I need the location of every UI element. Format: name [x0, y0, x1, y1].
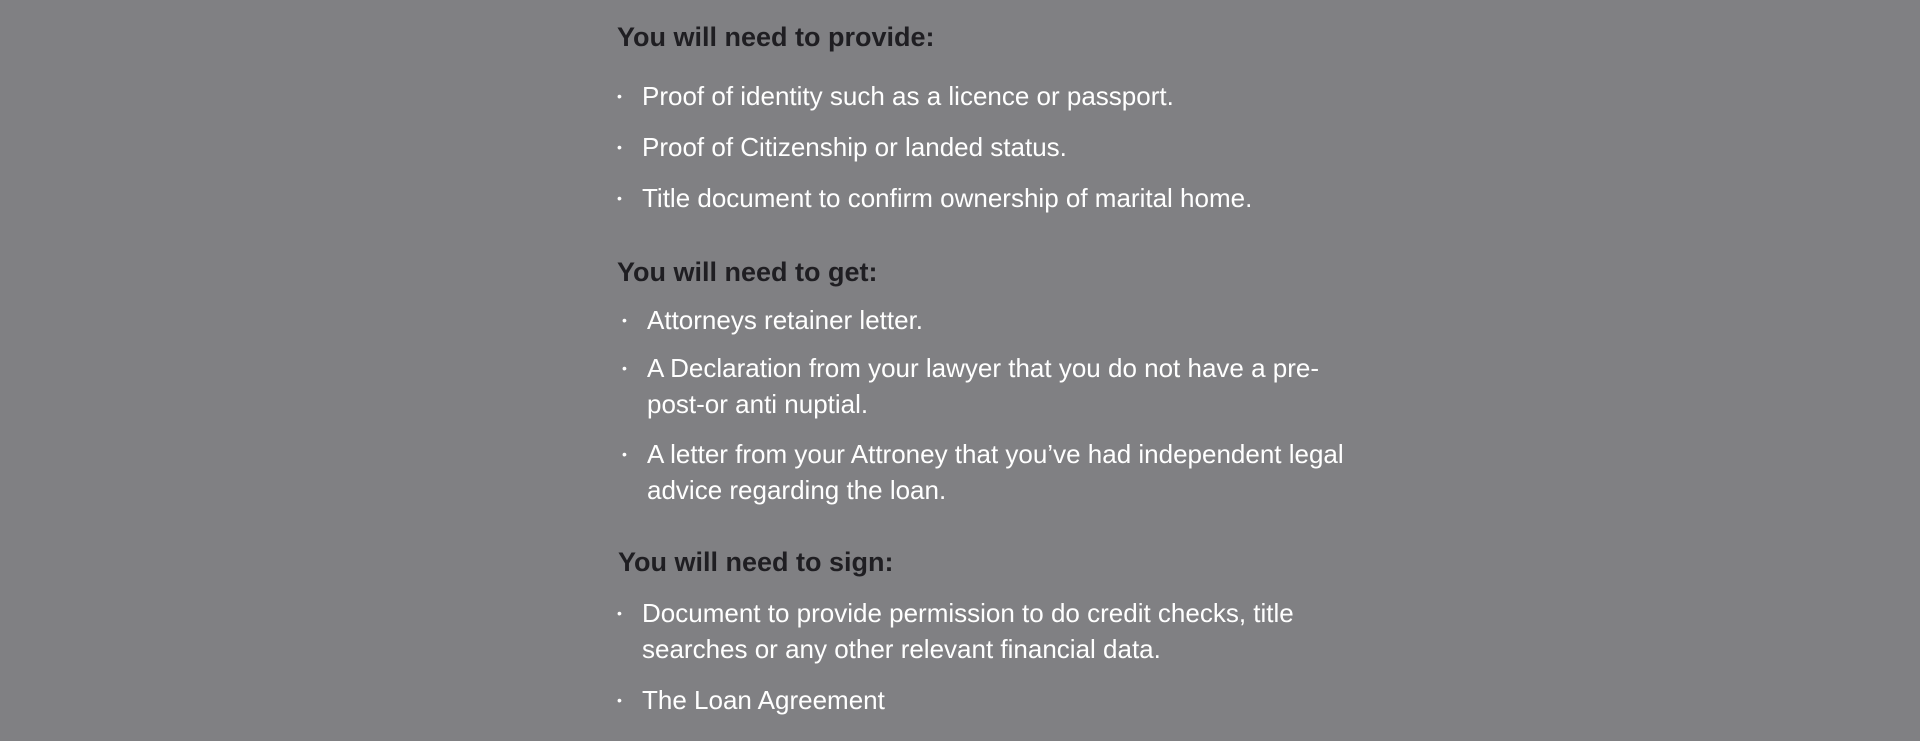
bullet-icon: • [617, 139, 622, 155]
section-heading-provide: You will need to provide: [617, 22, 935, 52]
list-item-text: A Declaration from your lawyer that you do not have a pre-post-or anti nuptial. [647, 353, 1320, 419]
list-item-text: A letter from your Attroney that you’ve had independent legal advice regarding the loan. [647, 439, 1344, 505]
list-item-text: Title document to confirm ownership of marital home. [642, 183, 1253, 213]
list-item-text: Proof of Citizenship or landed status. [642, 132, 1067, 162]
bullet-icon: • [617, 605, 622, 621]
list-item [617, 129, 1377, 165]
list-item-text: Proof of identity such as a licence or passport. [642, 81, 1174, 111]
bullet-icon: • [617, 88, 622, 104]
list-item [617, 180, 1377, 216]
list-item [622, 436, 1352, 508]
list-item-text: Attorneys retainer letter. [647, 305, 924, 335]
list-item [617, 78, 1377, 114]
bullet-icon: • [622, 446, 627, 462]
section-heading-get: You will need to get: [617, 257, 878, 287]
bullet-icon: • [622, 312, 627, 328]
bullet-icon: • [622, 360, 627, 376]
bullet-icon: • [617, 190, 622, 206]
list-item-text: The Loan Agreement [642, 685, 885, 715]
section-heading-sign: You will need to sign: [618, 547, 894, 577]
list-item [617, 682, 1377, 718]
list-item [622, 302, 1382, 338]
list-item-text: Document to provide permission to do credit checks, title searches or any other relevant financial data. [642, 598, 1294, 664]
list-item [617, 595, 1297, 667]
bullet-icon: • [617, 692, 622, 708]
list-item [622, 350, 1342, 422]
